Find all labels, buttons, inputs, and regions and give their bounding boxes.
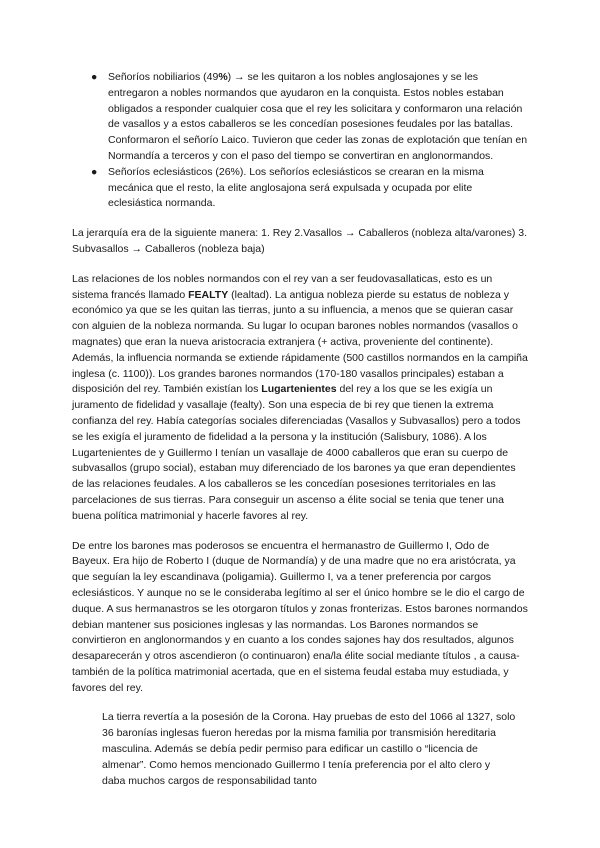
list-item [91, 165, 528, 212]
barons-paragraph: De entre los barones mas poderosos se encuentra el hermanastro de Guillermo I, Odo de Bayeux. Era hijo de Roberto I (duque de Normandía) y de una madre que no era aristócrata, ya que seguían la ley escandinava (poligamia). Guillermo I, va a tener preferencia por cargos eclesiásticos. Y aunque no se le consideraba legítimo al ser el único hombre se le dio el cargo de duque. A sus hermanastros se les otorgaron títulos y zonas fronterizas. Estos barones normandos debian mantener sus posiciones inglesas y las normandas. Los Barones normandos se convirtieron en anglonormandos y en cuanto a los condes sajones hay dos resultados, algunos desaparecerán y otros ascendieron (o continuaron) ena/la élite social mediante títulos , a causa- también de la política matrimonial acertada, que en el sistema feudal estaba muy estudiada, y favores del rey. [72, 539, 528, 694]
indented-quote: La tierra revertía a la posesión de la Corona. Hay pruebas de esto del 1066 al 1327, solo 36 baronías inglesas fueron heredas por la misma familia por transmisión hereditaria masculina. Además se debía pedir permiso para edificar un castillo o “licencia de almenar”. Como hemos mencionado Guillermo I tenía preferencia por el alto clero y daba muchos cargos de responsabilidad tanto [102, 711, 516, 787]
fealty-term: FEALTY [188, 288, 229, 301]
bullet-text-pre: Señoríos eclesiásticos (26%). Los señoríos eclesiásticos se crearan en la misma mecánica que el resto, la elite anglosajona será expulsada y ocupada por elite eclesiástica normanda. [108, 165, 484, 210]
feudal-relations-paragraph [72, 272, 528, 525]
bullet-text-post: ) → se les quitaron a los nobles anglosajones y se les entregaron a nobles normandos que ayudaron en la conquista. Estos nobles estaban obligados a responder cualquier cosa que el rey les solicitara y conformaron una relación de vasallos y a estos caballeros se les concedían posesiones feudales por las batallas. Conformaron el señorío Laico. Tuvieron que ceder las zonas de explotación que tenían en Normandía a terceros y con el paso del tiempo se convertiran en anglonormandos. [108, 71, 528, 162]
bullet-list [72, 70, 528, 212]
paragraph-text: (lealtad). La antigua nobleza pierde su estatus de nobleza y económico ya que se les quitan las tierras, junto a su influencia, a menos que se quieran casar con alguien de la nobleza normanda. Su lugar lo ocupan barones nobles normandos (vasallos o magnates) que eran la nueva aristocracia extranjera (+ activa, proveniente del continente). Además, la influencia normanda se extiende rápidamente (500 castillos normandos en la campiña inglesa (c. 1100)). Los grandes barones normandos (170-180 vasallos principales) estaban a disposición del rey. También existían los [72, 288, 528, 396]
bullet-text-bold: % [218, 71, 228, 83]
hierarchy-paragraph: La jerarquía era de la siguiente manera: 1. Rey 2.Vasallos → Caballeros (nobleza alta/varones) 3. Subvasallos → Caballeros (nobleza baja) [72, 227, 528, 255]
lugartenientes-term: Lugartenientes [261, 383, 337, 396]
list-item [91, 70, 528, 165]
bullet-text-pre: Señoríos nobiliarios (49 [108, 71, 219, 83]
paragraph-text: del rey a los que se les exigía un juramento de fidelidad y vasallaje (fealty). Son una especia de bi rey que tienen la extrema confianza del rey. Había categorías sociales diferenciadas (Vasallos y Subvasallos) pero a todos se les exigía el juramento de fidelidad a la persona y la institución (Salisbury, 1086). A los Lugartenientes de y Guillermo I tenían un vasallaje de 4000 caballeros que eran su cuerpo de subvasallos (grupo social), estaban muy diferenciado de los barones ya que eran dependientes de las relaciones feudales. A los caballeros se les concedían posesiones territoriales en las parcelaciones de sus tierras. Para conseguir un ascenso a élite social se tenia que tener una buena política matrimonial y hacerle favores al rey. [72, 383, 521, 522]
paragraph-text: Las relaciones de los nobles normandos con el rey van a ser feudovasallaticas, esto es un sistema francés llamado [72, 272, 493, 301]
bullet-icon: ● [91, 165, 98, 178]
bullet-icon: ● [91, 71, 98, 83]
